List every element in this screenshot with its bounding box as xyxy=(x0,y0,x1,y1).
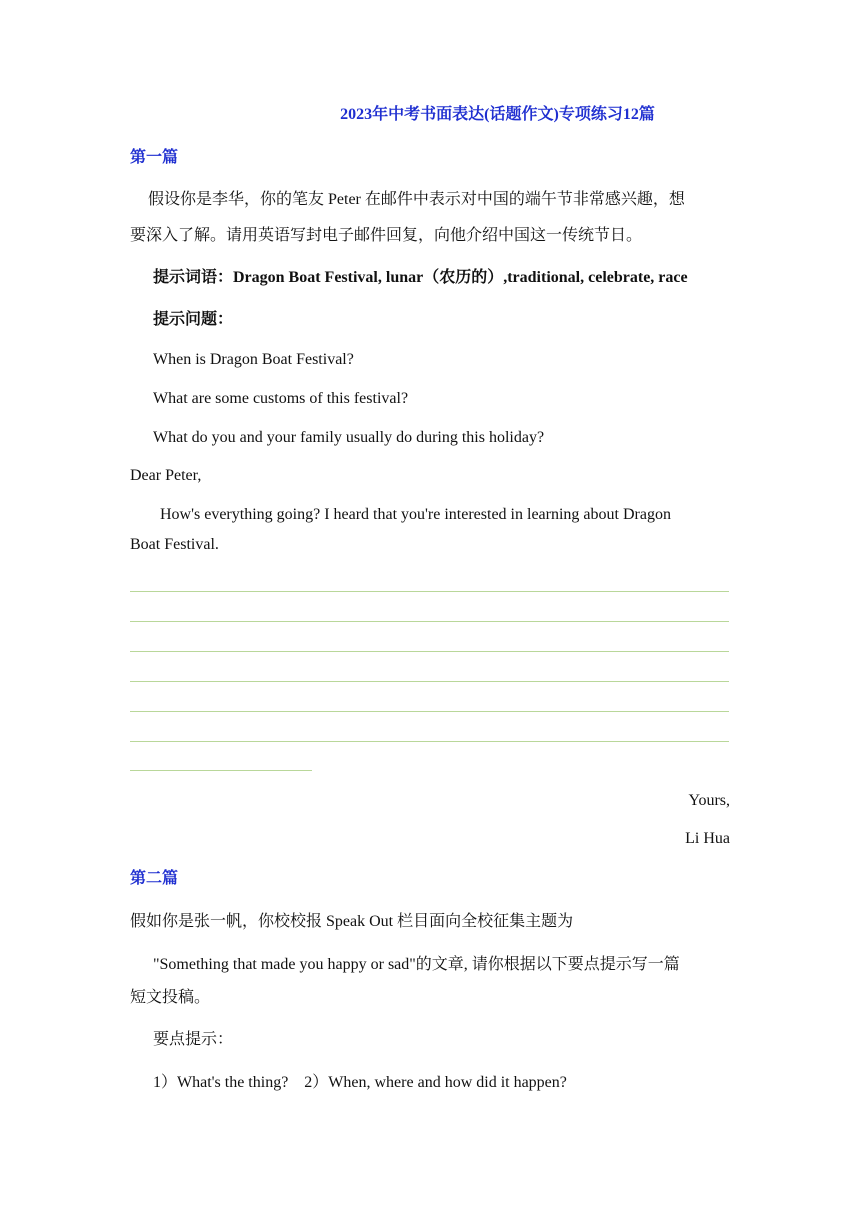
writing-line-7 xyxy=(130,770,312,771)
letter-signature: Li Hua xyxy=(685,830,730,847)
section-2-heading: 第二篇 xyxy=(130,870,179,887)
hint-questions-label: 提示问题： xyxy=(153,311,234,328)
document-title: 2023年中考书面表达(话题作文)专项练习12篇 xyxy=(340,106,655,123)
letter-opening-line-1: How's everything going? I heard that you're interested in learning about Dragon xyxy=(160,506,671,523)
writing-line-3 xyxy=(130,651,729,652)
writing-line-6 xyxy=(130,741,729,742)
section-1-prompt-line-2: 要深入了解。请用英语写封电子邮件回复，向他介绍中国这一传统节日。 xyxy=(130,227,643,244)
letter-salutation: Dear Peter, xyxy=(130,467,202,484)
writing-line-2 xyxy=(130,621,729,622)
writing-line-1 xyxy=(130,591,729,592)
question-2: What are some customs of this festival? xyxy=(153,390,409,407)
section-2-prompt-line-2: "Something that made you happy or sad"的文章, 请你根据以下要点提示写一篇 xyxy=(153,956,680,973)
letter-opening-line-2: Boat Festival. xyxy=(130,536,219,553)
question-3: What do you and your family usually do during this holiday? xyxy=(153,429,545,446)
section-2-prompt-line-1: 假如你是张一帆，你校校报 Speak Out 栏目面向全校征集主题为 xyxy=(130,913,574,930)
letter-closing: Yours, xyxy=(688,792,730,809)
section-1-heading: 第一篇 xyxy=(130,149,179,166)
section-2-prompt-line-3: 短文投稿。 xyxy=(130,989,211,1006)
question-1: When is Dragon Boat Festival? xyxy=(153,351,354,368)
writing-line-4 xyxy=(130,681,729,682)
writing-line-5 xyxy=(130,711,729,712)
tips-label: 要点提示： xyxy=(153,1031,234,1048)
section-1-prompt-line-1: 假设你是李华，你的笔友 Peter 在邮件中表示对中国的端午节非常感兴趣，想 xyxy=(148,191,685,208)
tips-line: 1）What's the thing? 2）When, where and how did it happen? xyxy=(153,1074,567,1091)
hint-words: 提示词语：Dragon Boat Festival, lunar（农历的）,traditional, celebrate, race xyxy=(153,269,688,286)
